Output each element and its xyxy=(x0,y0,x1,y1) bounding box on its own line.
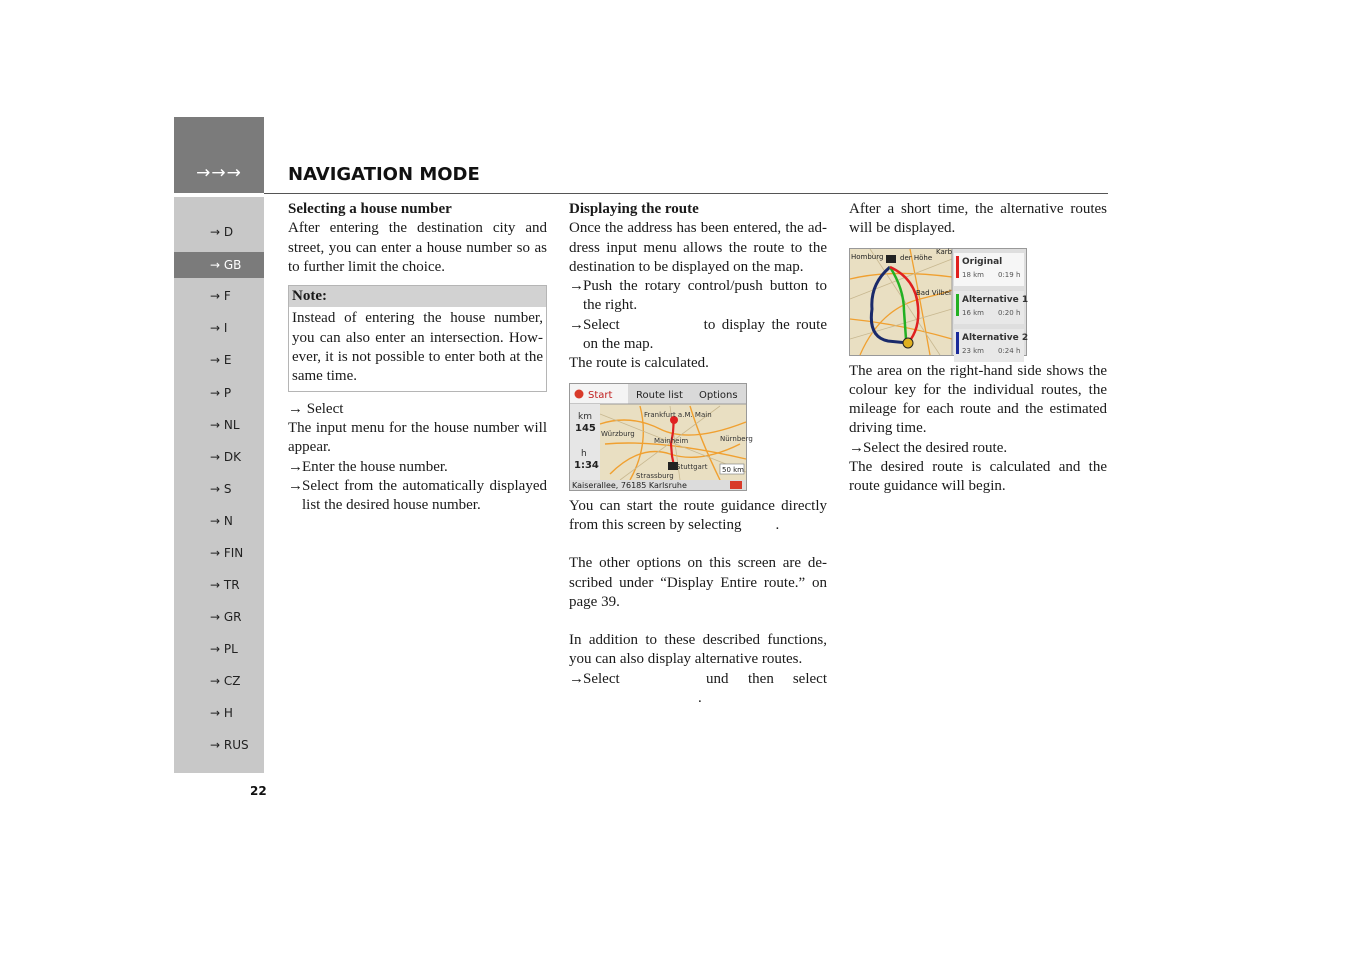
bullet-item xyxy=(849,439,1107,458)
map-city: Mainheim xyxy=(654,436,689,445)
bullet-text-c: then xyxy=(748,670,774,687)
sidebar-item-tr[interactable]: → TR xyxy=(210,578,240,592)
map-city: Nürnberg xyxy=(720,434,753,443)
bullet-item xyxy=(288,458,547,477)
sidebar-item-e[interactable]: → E xyxy=(210,353,232,367)
sidebar-item-s[interactable]: → S xyxy=(210,482,232,496)
map-city: Stuttgart xyxy=(676,462,708,471)
arrow-icon: → xyxy=(569,316,584,333)
sidebar-item-fin[interactable]: → FIN xyxy=(210,546,244,560)
paragraph: The desired route is calculated and the route guidance will begin. xyxy=(849,459,1107,495)
map-city: Frankfurt a.M. Main xyxy=(644,410,712,419)
paragraph: The other options on this screen are de-scribed under “Display Entire route.” on page 39. xyxy=(569,555,827,610)
arrow-icon: → xyxy=(288,477,303,494)
km-label: km xyxy=(578,411,592,422)
map-city: Würzburg xyxy=(601,429,635,438)
bullet-text-b: to display the route on the map. xyxy=(583,316,827,353)
bullet-text: Select from the automatically displayed list the desired house number. xyxy=(302,477,547,514)
paragraph: After a short time, the alternative routes will be displayed. xyxy=(849,201,1107,237)
arrow-icon: → xyxy=(569,278,584,295)
tab-route-list: Route list xyxy=(636,389,683,401)
tab-start: Start xyxy=(588,389,613,401)
header-arrows: →→→ xyxy=(196,163,242,183)
note-body: Instead of entering the house number, you can also enter an intersection. How-ever, it is not possible to enter both at the same time. xyxy=(292,310,543,385)
column-alternative-routes xyxy=(849,200,1107,497)
page-title: NAVIGATION MODE xyxy=(288,164,480,185)
language-sidebar xyxy=(174,197,264,773)
bullet-text-a: Select xyxy=(583,316,620,333)
sidebar-item-h[interactable]: → H xyxy=(210,706,233,720)
sidebar-item-rus[interactable]: → RUS xyxy=(210,738,249,752)
period: . xyxy=(698,689,702,706)
paragraph: The route is calculated. xyxy=(569,355,709,372)
bullet-text: Push the rotary control/push button to the right. xyxy=(583,278,827,314)
spacer xyxy=(569,535,827,554)
sidebar-item-gb[interactable]: → GB xyxy=(174,252,264,278)
bullet-text-a: Select xyxy=(583,670,620,687)
header-block xyxy=(174,117,264,193)
header-rule xyxy=(264,193,1108,194)
bullet-text: Enter the house number. xyxy=(302,458,448,475)
spacer xyxy=(569,612,827,631)
sidebar-item-cz[interactable]: → CZ xyxy=(210,674,241,688)
finish-flag-icon xyxy=(886,255,896,263)
h-value: 1:34 xyxy=(574,459,599,471)
bullet-item xyxy=(569,277,827,316)
paragraph: In addition to these described functions, you can also display alternative routes. xyxy=(569,632,827,668)
map-place: Karb xyxy=(936,247,953,256)
route-name: Alternative 2 xyxy=(962,332,1029,343)
map-scale: 50 km xyxy=(722,465,745,474)
bullet-text-d: select xyxy=(792,670,827,687)
arrow-icon: → xyxy=(849,439,864,456)
sidebar-item-gr[interactable]: → GR xyxy=(210,610,242,624)
column-house-number xyxy=(288,200,547,515)
paragraph: The area on the right-hand side shows the colour key for the individual routes, the mileage for each route and the estimated driving time. xyxy=(849,362,1107,437)
paragraph: The input menu for the house number will appear. xyxy=(288,419,547,456)
tab-options: Options xyxy=(699,389,738,401)
bullet-text-b: und xyxy=(706,670,729,687)
address-bar: Kaiserallee, 76185 Karlsruhe xyxy=(572,480,687,490)
note-title: Note: xyxy=(289,286,546,307)
map-city: Strassburg xyxy=(636,471,674,480)
sidebar-item-pl[interactable]: → PL xyxy=(210,642,238,656)
arrow-icon: → xyxy=(569,670,584,687)
bullet-item xyxy=(288,477,547,516)
route-color-bar xyxy=(956,332,959,354)
bullet-text: Select the desired route. xyxy=(863,439,1008,456)
route-time: 0:19 h xyxy=(998,270,1021,279)
bullet-item xyxy=(569,670,827,708)
h-label: h xyxy=(581,448,587,459)
route-name: Original xyxy=(962,256,1003,267)
sidebar-item-nl[interactable]: → NL xyxy=(210,418,240,432)
sidebar-item-f[interactable]: → F xyxy=(210,289,231,303)
sidebar-item-i[interactable]: → I xyxy=(210,321,228,335)
page-number: 22 xyxy=(250,784,267,798)
period: . xyxy=(775,516,780,533)
arrow-icon: → xyxy=(288,458,303,475)
route-distance: 16 km xyxy=(962,308,985,317)
route-distance: 23 km xyxy=(962,346,985,355)
km-value: 145 xyxy=(575,422,596,434)
sidebar-item-p[interactable]: → P xyxy=(210,386,232,400)
select-instruction: → Select xyxy=(288,400,344,417)
paragraph xyxy=(569,497,827,536)
paragraph: After entering the destination city and street, you can enter a house number so as to further limit the choice. xyxy=(288,220,547,275)
bullet-item xyxy=(569,316,827,355)
route-distance: 18 km xyxy=(962,270,985,279)
route-color-bar xyxy=(956,256,959,278)
start-text: You can start the route guidance directly from this screen by selecting xyxy=(569,497,827,533)
sidebar-item-dk[interactable]: → DK xyxy=(210,450,241,464)
alternative-routes-image xyxy=(849,248,1027,356)
note-box xyxy=(288,285,547,391)
route-time: 0:20 h xyxy=(998,308,1021,317)
section-heading: Displaying the route xyxy=(569,201,699,217)
map-place: Homburg xyxy=(851,252,884,261)
column-display-route xyxy=(569,200,827,708)
map-place: der Höhe xyxy=(900,253,933,262)
route-color-bar xyxy=(956,294,959,316)
paragraph: Once the address has been entered, the ad-dress input menu allows the route to the destination to be displayed on the map. xyxy=(569,220,827,275)
route-name: Alternative 1 xyxy=(962,294,1029,305)
position-marker-icon xyxy=(903,338,913,348)
map-place: Bad Vilbel xyxy=(916,288,951,297)
route-screen-image xyxy=(569,383,753,491)
section-heading: Selecting a house number xyxy=(288,201,452,217)
route-time: 0:24 h xyxy=(998,346,1021,355)
sidebar-item-n[interactable]: → N xyxy=(210,514,233,528)
sidebar-item-d[interactable]: → D xyxy=(210,225,234,239)
